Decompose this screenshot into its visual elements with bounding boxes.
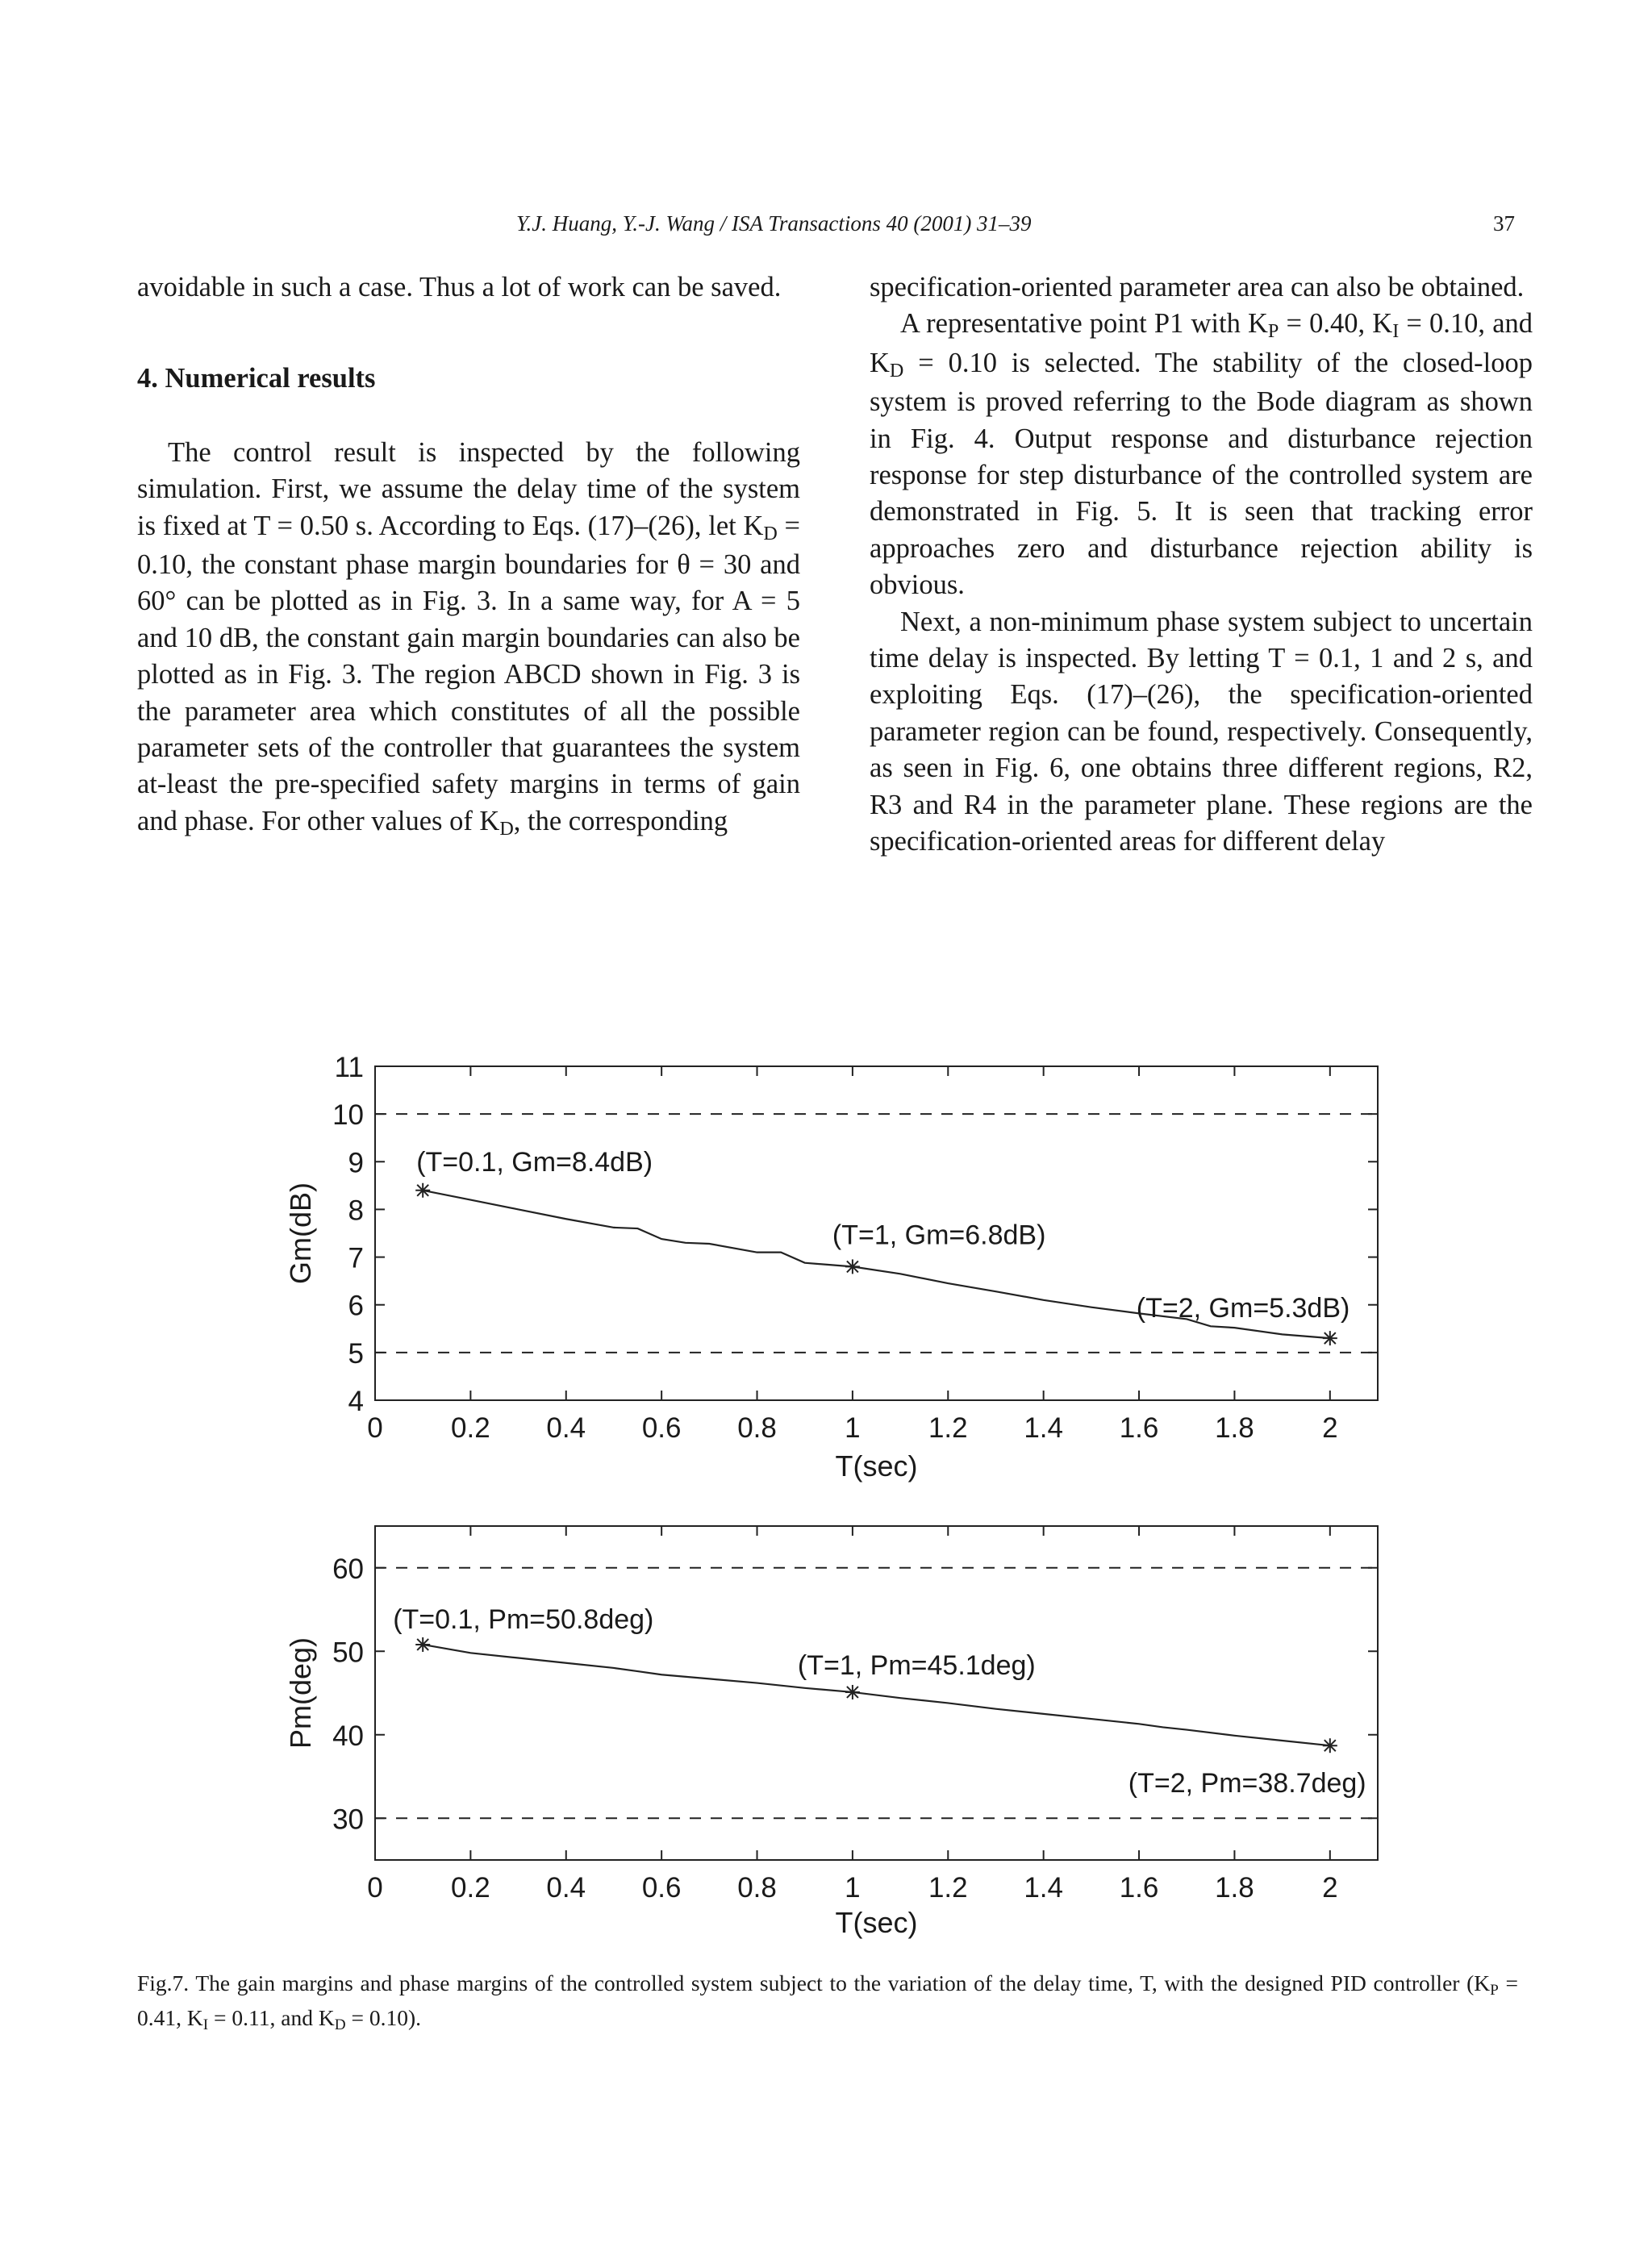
running-header — [0, 211, 1652, 244]
x-tick-label: 0 — [367, 1412, 383, 1444]
x-tick-label: 1.8 — [1215, 1412, 1254, 1444]
data-label: (T=1, Pm=45.1deg) — [797, 1649, 1036, 1681]
y-tick-label: 8 — [348, 1195, 364, 1227]
subscript: D — [763, 522, 778, 544]
x-tick-label: 0.2 — [451, 1412, 490, 1444]
x-tick-label: 1.8 — [1215, 1872, 1254, 1904]
figure-7 — [0, 1032, 1652, 1952]
y-tick-label: 50 — [332, 1637, 364, 1669]
y-tick-label: 4 — [348, 1386, 364, 1417]
y-tick-label: 11 — [334, 1052, 364, 1083]
paragraph — [137, 435, 800, 842]
y-tick-label: 10 — [332, 1099, 364, 1132]
text-run: = 0.10 is selected. The stability of the closed-loop system is proved referring to the Bode diagram as shown in Fig. 4. Output response and disturbance rejection response for step disturbance of the controlled system are demonstrated in Fig. 5. It is seen that tracking error approaches zero and disturbance rejection ability is obvious. — [870, 347, 1533, 601]
data-marker — [845, 1259, 860, 1274]
x-tick-label: 0.4 — [546, 1872, 586, 1904]
x-axis-label: T(sec) — [835, 1449, 918, 1482]
text-run: The control result is inspected by the following simulation. First, we assume the delay time of the system is fixed at T = 0.50 s. According to Eqs. (17)–(26), let K — [137, 436, 800, 541]
x-tick-label: 0.2 — [451, 1872, 490, 1904]
subscript: P — [1267, 320, 1279, 343]
x-tick-label: 0.6 — [641, 1412, 682, 1444]
x-tick-label: 1.4 — [1024, 1872, 1063, 1904]
x-tick-label: 1 — [845, 1412, 861, 1444]
data-marker — [415, 1183, 430, 1198]
x-tick-label: 0.8 — [737, 1872, 777, 1904]
caption-text: = 0.10). — [345, 2005, 422, 2030]
x-tick-label: 0.8 — [737, 1412, 777, 1444]
y-tick-label: 5 — [348, 1337, 364, 1370]
text-run: A representative point P1 with K — [900, 308, 1268, 340]
x-tick-label: 1.2 — [928, 1412, 968, 1444]
paragraph: Next, a non-minimum phase system subject to uncertain time delay is inspected. By letting T = 0.1, 1 and 2 s, and exploiting Eqs. (17)–(26), the specification-oriented parameter region can be found, respectively. Consequently, as seen in Fig. 6, one obtains three different regions, R2, R3 and R4 in the parameter plane. These regions are the specification-oriented areas for different delay — [870, 606, 1533, 857]
caption-text: = 0.41, K — [137, 1970, 1518, 2030]
data-label: (T=0.1, Pm=50.8deg) — [393, 1603, 654, 1635]
text-run: = 0.40, K — [1279, 308, 1393, 340]
y-tick-label: 9 — [348, 1147, 364, 1179]
x-tick-label: 2 — [1322, 1412, 1338, 1444]
running-title: Y.J. Huang, Y.-J. Wang / ISA Transactions 40 (2001) 31–39 — [516, 211, 1032, 236]
y-tick-label: 6 — [348, 1290, 364, 1322]
text-run: = 0.10, the constant phase margin boundaries for θ = 30 and 60° can be plotted as in Fig. 3. In a same way, for A = 5 and 10 dB, the constant gain margin boundaries can also be plotted as in Fig. 3. The region ABCD shown in Fig. 3 is the parameter area which constitutes of all the possible parameter sets of the controller that guarantees the system at-least the pre-specified safety margins in terms of gain and phase. For other values of K — [137, 510, 800, 836]
paragraph — [870, 306, 1533, 603]
data-marker — [415, 1637, 430, 1652]
subscript: D — [889, 359, 904, 382]
x-tick-label: 1.2 — [928, 1872, 968, 1904]
subscript: D — [499, 817, 514, 840]
right-column — [870, 269, 1533, 861]
x-tick-label: 1 — [845, 1872, 861, 1904]
paragraph: avoidable in such a case. Thus a lot of work can be saved. — [137, 272, 782, 302]
x-axis-label: T(sec) — [835, 1906, 918, 1939]
page-number: 37 — [1493, 211, 1515, 236]
y-tick-label: 40 — [332, 1720, 364, 1752]
caption-text: = 0.11, and K — [208, 2005, 335, 2030]
data-marker — [1323, 1331, 1337, 1345]
y-tick-label: 7 — [348, 1242, 364, 1274]
caption-text: Fig.7. The gain margins and phase margins of the controlled system subject to the variation of the delay time, T, with the designed PID controller (K — [137, 1970, 1491, 1995]
gain-margin-plot — [284, 1052, 1378, 1482]
phase-margin-plot — [284, 1526, 1378, 1939]
x-tick-label: 0.4 — [546, 1412, 586, 1444]
data-label: (T=2, Pm=38.7deg) — [1128, 1768, 1366, 1799]
text-run: = 0.10, and K — [870, 308, 1533, 378]
x-tick-label: 2 — [1322, 1872, 1338, 1904]
subscript: I — [202, 2016, 209, 2033]
plot-frame — [375, 1526, 1378, 1860]
y-tick-label: 30 — [332, 1804, 364, 1836]
x-tick-label: 1.4 — [1024, 1412, 1063, 1444]
data-label: (T=1, Gm=6.8dB) — [832, 1220, 1046, 1251]
data-marker — [1323, 1738, 1337, 1753]
subscript: I — [1392, 320, 1400, 343]
y-axis-label: Pm(deg) — [284, 1637, 317, 1749]
y-axis-label: Gm(dB) — [284, 1182, 317, 1284]
paragraph: specification-oriented parameter area can also be obtained. — [870, 272, 1525, 302]
left-column — [137, 269, 800, 842]
figure-caption — [137, 1967, 1518, 2037]
x-tick-label: 0.6 — [641, 1872, 682, 1904]
data-marker — [845, 1685, 860, 1699]
x-tick-label: 1.6 — [1119, 1872, 1159, 1904]
y-tick-label: 60 — [332, 1553, 364, 1585]
data-label: (T=2, Gm=5.3dB) — [1136, 1293, 1350, 1324]
text-run: , the corresponding — [513, 805, 728, 836]
x-tick-label: 0 — [367, 1872, 383, 1904]
section-title: 4. Numerical results — [137, 363, 376, 394]
x-tick-label: 1.6 — [1119, 1412, 1159, 1444]
data-label: (T=0.1, Gm=8.4dB) — [416, 1146, 653, 1178]
subscript: P — [1490, 1981, 1499, 1999]
subscript: D — [334, 2016, 346, 2033]
